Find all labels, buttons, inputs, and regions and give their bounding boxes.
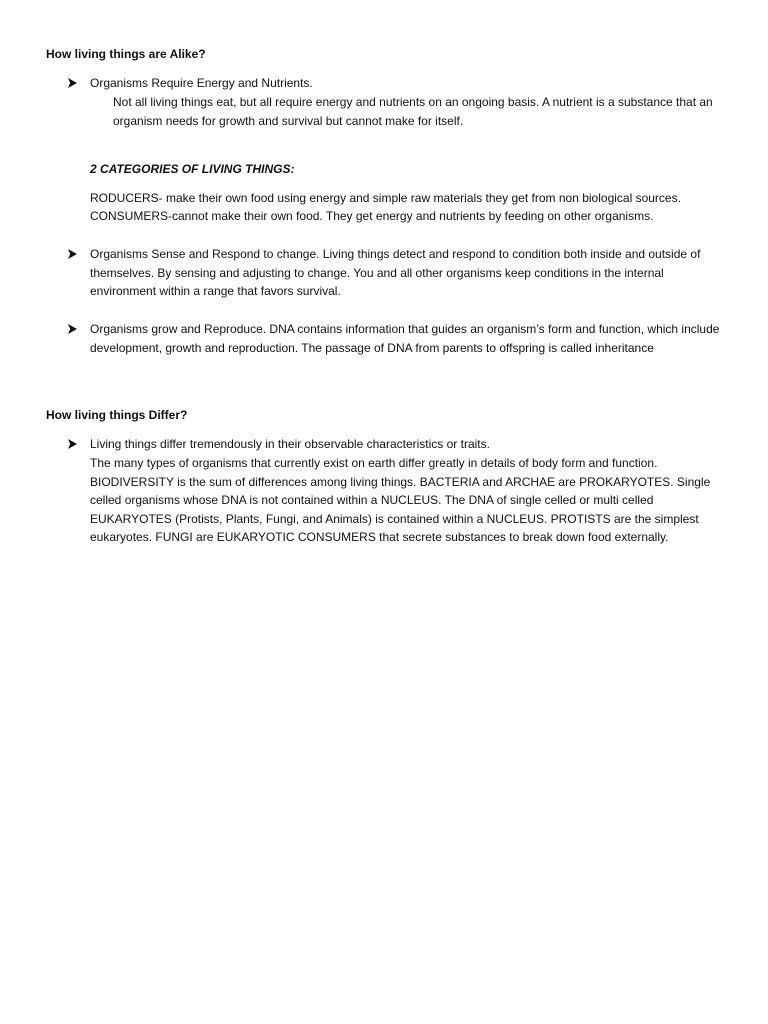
bullet-text: Organisms Sense and Respond to change. Living things detect and respond to condition both inside and outside of themselves. By sensing and adjusting to change. You and all other organisms keep conditions in the internal environment within a range that favors survival. [90,247,701,298]
producers-definition: RODUCERS- make their own food using energy and simple raw materials they get from non biological sources. [90,191,681,205]
bullet-title: Living things differ tremendously in their observable characteristics or traits. [90,437,490,451]
arrowhead-bullet-icon [68,245,80,263]
section-heading-alike: How living things are Alike? [46,47,206,61]
arrowhead-bullet-icon [68,320,80,338]
arrowhead-bullet-icon [68,74,80,92]
bullet-text: Organisms grow and Reproduce. DNA contains information that guides an organism’s form and function, which include development, growth and reproduction. The passage of DNA from parents to offspring is called inheritance [90,322,720,355]
arrowhead-bullet-icon [68,435,80,453]
paragraph: Not all living things eat, but all require energy and nutrients on an ongoing basis. A nutrient is a substance that an organism needs for growth and survival but cannot make for itself. [113,95,713,128]
categories-heading: 2 CATEGORIES OF LIVING THINGS: [90,162,295,176]
section-heading-differ: How living things Differ? [46,408,188,422]
paragraph: The many types of organisms that currently exist on earth differ greatly in details of body form and function. BIODIVERSITY is the sum of differences among living things. BACTERIA and ARCHAE are PROKARYOTES. Single celled organisms whose DNA is not contained within a NUCLEUS. The DNA of single celled or multi celled EUKARYOTES (Protists, Plants, Fungi, and Animals) is contained within a NUCLEUS. PROTISTS are the simplest eukaryotes. FUNGI are EUKARYOTIC CONSUMERS that secrete substances to break down food externally. [90,456,711,544]
consumers-definition: CONSUMERS-cannot make their own food. They get energy and nutrients by feeding on other organisms. [90,209,654,223]
bullet-title: Organisms Require Energy and Nutrients. [90,76,313,90]
